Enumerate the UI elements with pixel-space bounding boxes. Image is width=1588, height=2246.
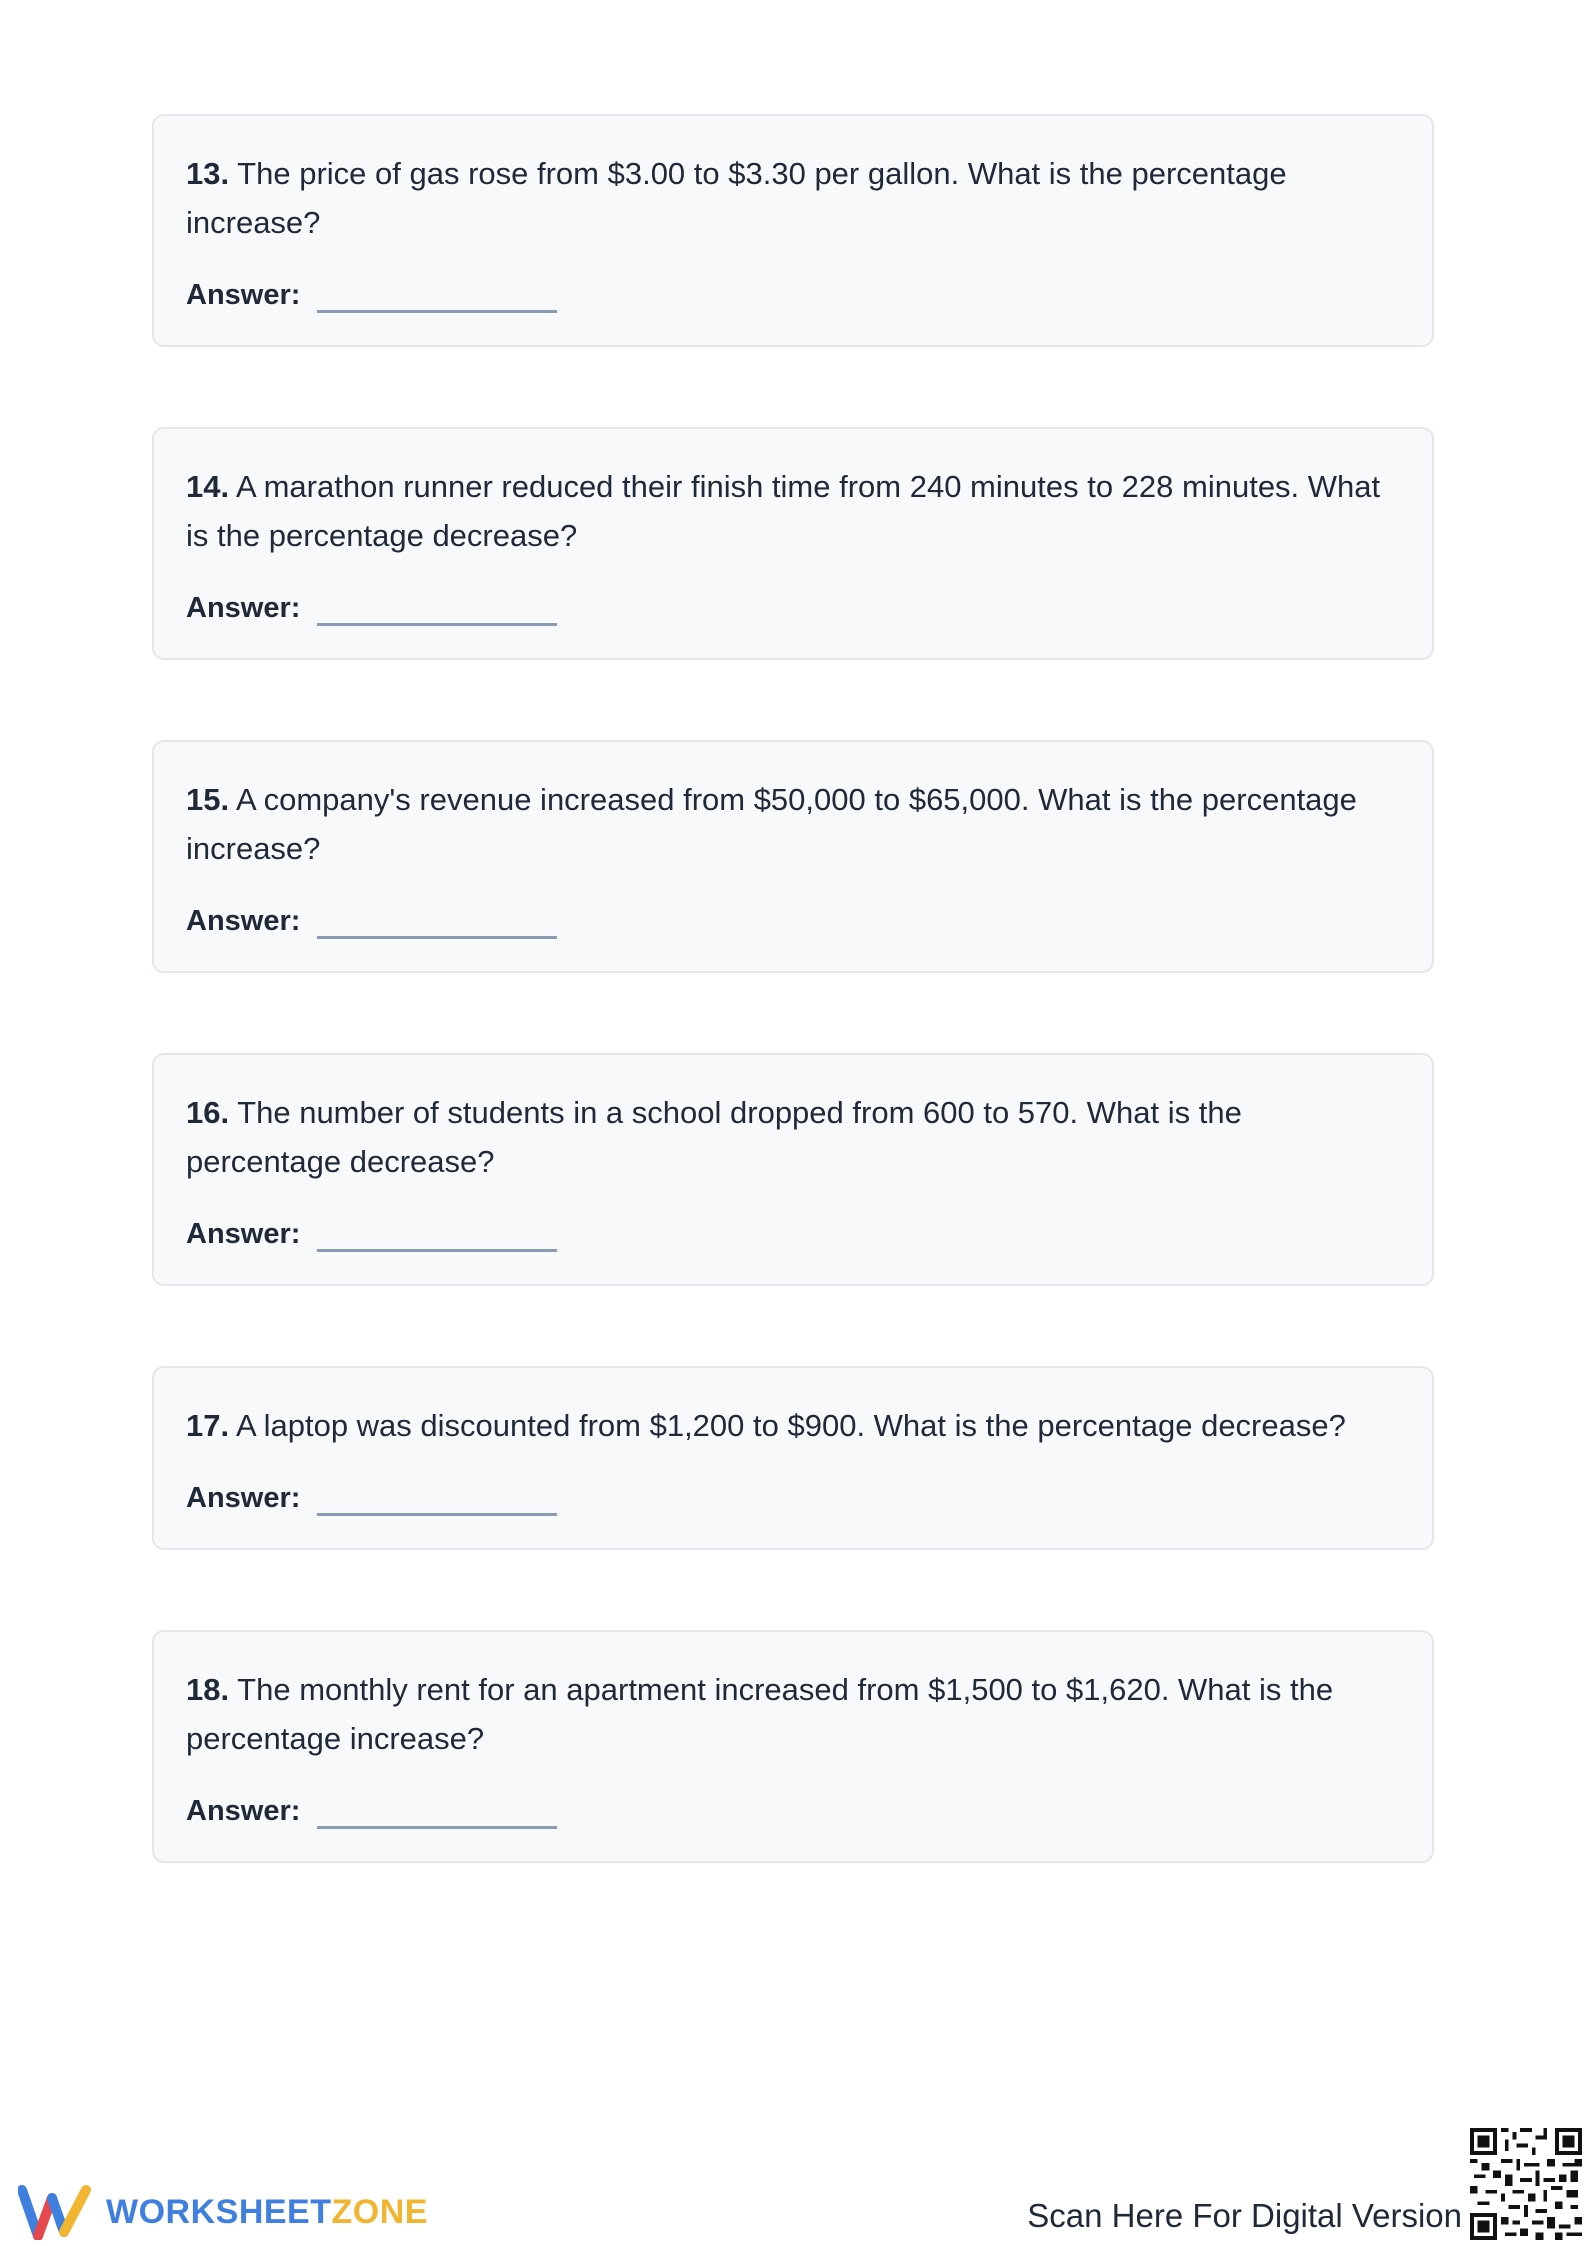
answer-label: Answer:	[186, 1482, 301, 1514]
question-body: The number of students in a school dropped from 600 to 570. What is the percentage decrease?	[186, 1095, 1242, 1179]
question-list	[152, 114, 1434, 1943]
answer-label: Answer:	[186, 592, 301, 624]
question-card-17	[152, 1366, 1434, 1550]
brand-name-part1: WORKSHEET	[106, 2193, 332, 2231]
qr-code-icon[interactable]	[1470, 2128, 1582, 2240]
question-card-14	[152, 427, 1434, 660]
brand-logo[interactable]	[18, 2184, 428, 2240]
scan-caption: Scan Here For Digital Version	[1027, 2197, 1462, 2234]
answer-blank[interactable]	[317, 310, 557, 313]
answer-blank[interactable]	[317, 623, 557, 626]
question-number: 17.	[186, 1408, 230, 1443]
question-card-15	[152, 740, 1434, 973]
question-body: The price of gas rose from $3.00 to $3.30 per gallon. What is the percentage increase?	[186, 156, 1287, 240]
question-body: A company's revenue increased from $50,000 to $65,000. What is the percentage increase?	[186, 782, 1357, 866]
question-number: 18.	[186, 1672, 230, 1707]
question-text	[186, 775, 1400, 873]
worksheetzone-logo-icon	[18, 2184, 92, 2240]
question-card-13	[152, 114, 1434, 347]
question-card-18	[152, 1630, 1434, 1863]
brand-name-part2: ZONE	[331, 2193, 428, 2231]
answer-blank[interactable]	[317, 936, 557, 939]
question-body: A laptop was discounted from $1,200 to $900. What is the percentage decrease?	[236, 1408, 1346, 1443]
brand-name	[106, 2192, 428, 2232]
question-text	[186, 1401, 1400, 1450]
answer-label: Answer:	[186, 905, 301, 937]
question-card-16	[152, 1053, 1434, 1286]
answer-row	[186, 1789, 1400, 1861]
page-footer	[0, 2110, 1588, 2246]
question-number: 15.	[186, 782, 230, 817]
question-text	[186, 1665, 1400, 1763]
answer-row	[186, 1212, 1400, 1284]
question-text	[186, 462, 1400, 560]
answer-blank[interactable]	[317, 1249, 557, 1252]
answer-label: Answer:	[186, 1795, 301, 1827]
answer-label: Answer:	[186, 1218, 301, 1250]
question-number: 16.	[186, 1095, 230, 1130]
answer-row	[186, 899, 1400, 971]
question-text	[186, 149, 1400, 247]
answer-row	[186, 273, 1400, 345]
question-body: A marathon runner reduced their finish time from 240 minutes to 228 minutes. What is the percentage decrease?	[186, 469, 1381, 553]
answer-blank[interactable]	[317, 1826, 557, 1829]
question-number: 13.	[186, 156, 230, 191]
question-body: The monthly rent for an apartment increased from $1,500 to $1,620. What is the percentage increase?	[186, 1672, 1334, 1756]
question-text	[186, 1088, 1400, 1186]
answer-label: Answer:	[186, 279, 301, 311]
answer-blank[interactable]	[317, 1513, 557, 1516]
question-number: 14.	[186, 469, 230, 504]
answer-row	[186, 586, 1400, 658]
answer-row	[186, 1476, 1400, 1548]
